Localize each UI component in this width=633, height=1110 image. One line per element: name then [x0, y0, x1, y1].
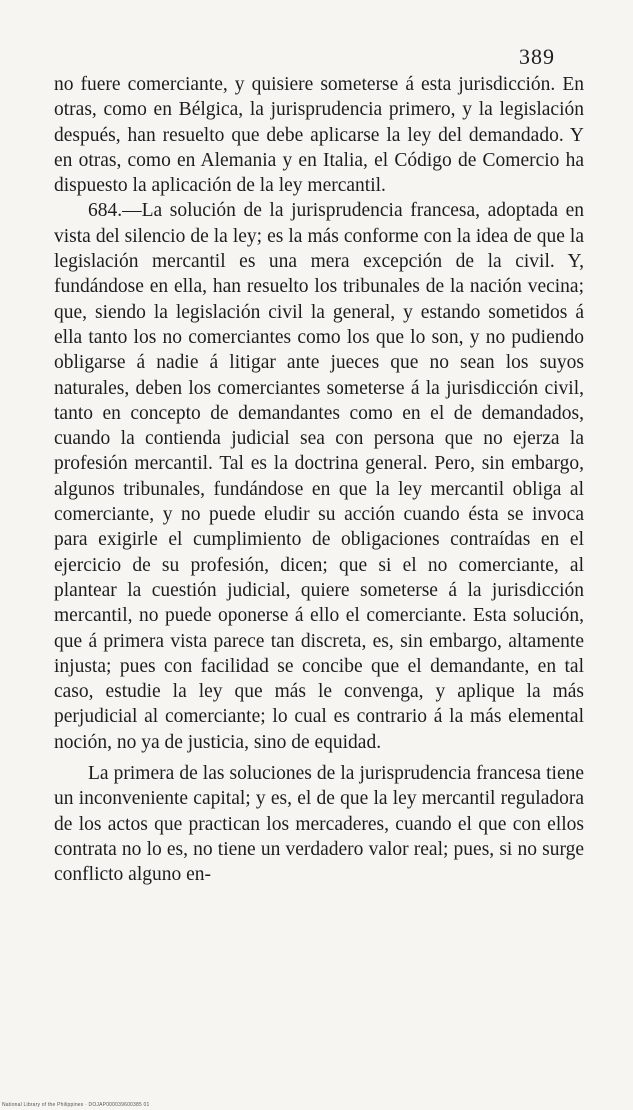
paragraph-684: 684.—La solución de la jurisprudencia francesa, adoptada en vista del silencio de la ley; es la más conforme con la idea de que la legislación mercantil es una mera excepción de la civil. Y, fundándose en ella, han resuelto los tribunales de la nación vecina; que, siendo la legislación civil la general, y estando sometidos á ella tanto los no comerciantes como los que lo son, y no pudiendo obligarse á nadie á litigar ante jueces que no sean los suyos naturales, deben los comerciantes someterse á la jurisdicción civil, tanto en concepto de demandantes como en el de demandados, cuando la contienda judicial sea con persona que no ejerza la profesión mercantil. Tal es la doctrina general. Pero, sin embargo, algunos tribunales, fundándose en que la ley mercantil obliga al comerciante, y no puede eludir su acción cuando ésta se invoca para exigirle el cumplimiento de obligaciones contraídas en el ejercicio de su profesión, dicen; que si el no comerciante, al plantear la cuestión judicial, quiere someterse á la jurisdicción mercantil, no puede oponerse á ello el comerciante. Esta solución, que á primera vista parece tan discreta, es, sin embargo, altamente injusta; pues con facilidad se concibe que el demandante, en tal caso, estudie la ley que más le convenga, y aplique la más perjudicial al comerciante; lo cual es contrario á la más elemental noción, no ya de justicia, sino de equidad. — [54, 200, 584, 753]
paragraph-following: La primera de las soluciones de la jurisprudencia francesa tiene un inconveniente capital; y es, el de que la ley mercantil reguladora de los actos que practican los mercaderes, cuando el que con ellos contrata no lo es, no tiene un verdadero valor real; pues, si no surge conflicto alguno en- — [54, 763, 584, 886]
paragraph-continuation: no fuere comerciante, y quisiere someterse á esta jurisdicción. En otras, como en Bélgica, la jurisprudencia primero, y la legislación después, han resuelto que debe aplicarse la ley del demandado. Y en otras, como en Alemania y en Italia, el Código de Comercio ha dispuesto la aplicación de la ley mercantil. — [54, 74, 584, 197]
library-footer: National Library of the Philippines · DOJAP000039600385 01 — [2, 1102, 150, 1108]
page-number: 389 — [519, 44, 555, 69]
page-body — [54, 72, 584, 888]
